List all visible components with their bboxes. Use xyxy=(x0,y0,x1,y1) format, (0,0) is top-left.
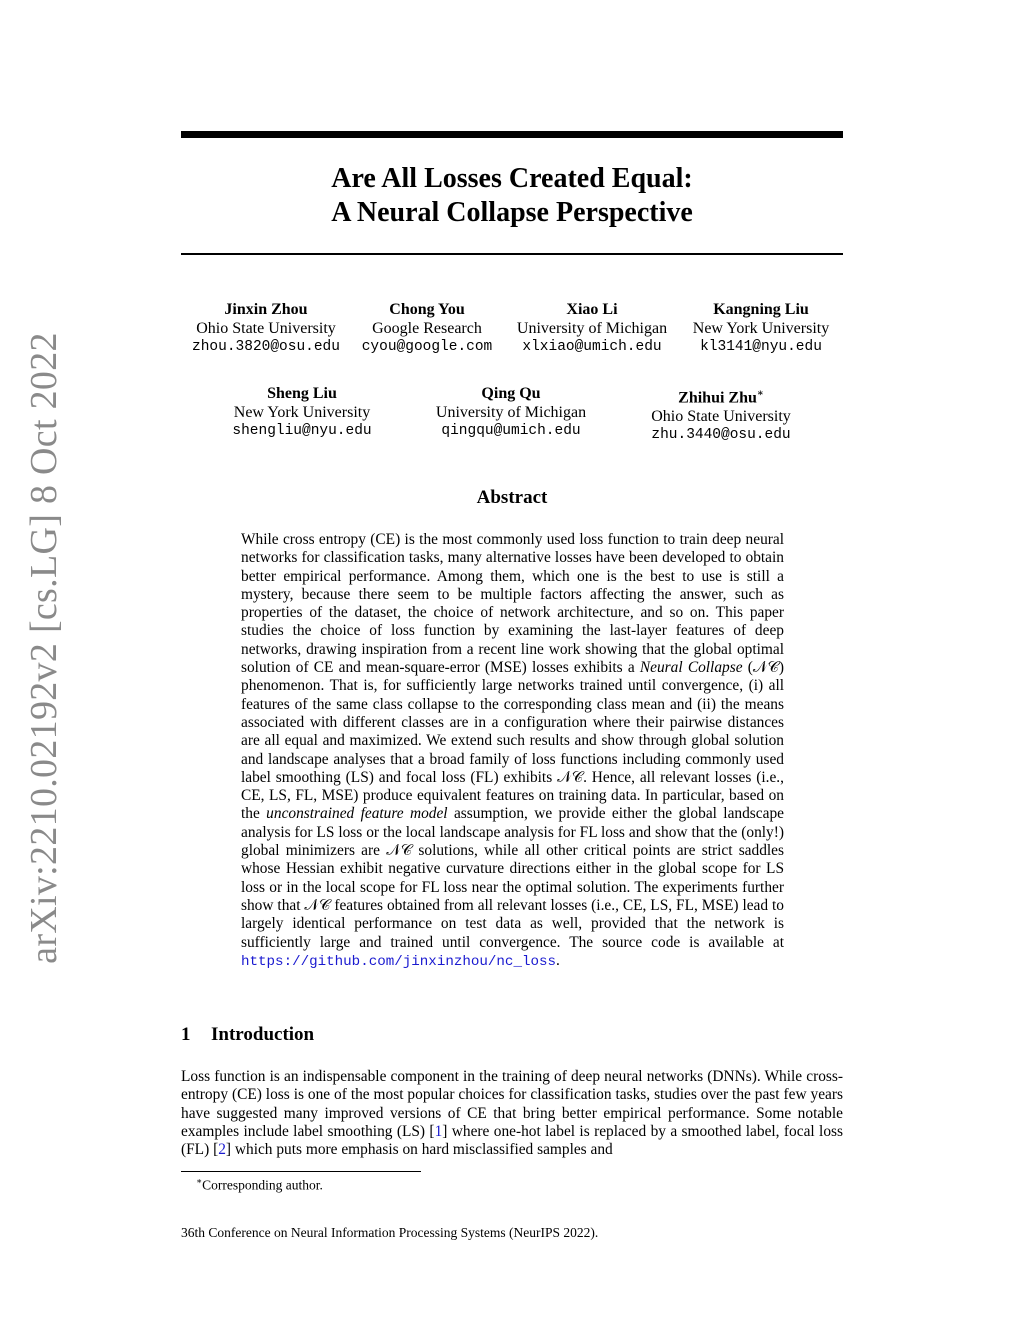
source-code-link[interactable]: https://github.com/jinxinzhou/nc_loss xyxy=(241,953,557,970)
author-block xyxy=(232,384,371,441)
author-name: Chong You xyxy=(389,301,465,318)
author-block xyxy=(436,384,586,441)
author-name: Xiao Li xyxy=(566,301,618,318)
section-title: Introduction xyxy=(211,1024,315,1045)
author-email: kl3141@nyu.edu xyxy=(700,339,822,355)
author-affiliation: Ohio State University xyxy=(196,320,336,337)
author-affiliation: New York University xyxy=(233,404,371,421)
abstract-part: . Hence, all relevant losses (i.e., CE, LS, FL, MSE) produce equivalent features on training data. In particular, based on the xyxy=(241,768,784,823)
author-name: Qing Qu xyxy=(481,385,541,402)
author-email: xlxiao@umich.edu xyxy=(522,339,662,355)
section-number: 1 xyxy=(181,1024,191,1045)
title-line-1: Are All Losses Created Equal: xyxy=(331,163,693,194)
nc-symbol: 𝒩𝒞 xyxy=(557,768,584,786)
abstract-part: assumption, we provide either the global landscape analysis for LS loss or the local landscape analysis for FL loss and show that the (only!) global minimizers are xyxy=(241,805,784,860)
author-block xyxy=(651,384,791,445)
author-email: zhou.3820@osu.edu xyxy=(192,339,340,355)
citation-link[interactable]: 1 xyxy=(434,1122,443,1140)
footnote xyxy=(196,1176,323,1194)
author-email: cyou@google.com xyxy=(361,339,493,355)
footnote-rule xyxy=(181,1171,421,1172)
title-top-rule xyxy=(181,131,843,138)
author-name: Sheng Liu xyxy=(267,385,337,402)
author-block xyxy=(693,300,829,357)
introduction-text: Loss function is an indispensable component in the training of deep neural networks (DNNs). While cross-entropy (CE) loss is one of the most popular choices for classification tasks, studies over the past few years have suggested many improved versions of CE that bring better empirical performance. Some notable examples include label smoothing (LS) [1] where one-hot label is replaced by a smoothed label, focal loss (FL) [2] which puts more emphasis on hard misclassified samples and xyxy=(181,1068,843,1159)
author-name: Kangning Liu xyxy=(713,301,809,318)
section-heading-introduction xyxy=(181,1024,314,1046)
paper-title xyxy=(181,162,843,230)
author-name-text: Zhihui Zhu xyxy=(678,389,757,407)
conference-venue: 36th Conference on Neural Information Processing Systems (NeurIPS 2022). xyxy=(181,1225,599,1240)
footnote-text: Corresponding author. xyxy=(202,1177,323,1193)
abstract-heading: Abstract xyxy=(476,487,548,508)
nc-symbol: 𝒩𝒞 xyxy=(386,842,413,860)
author-affiliation: Ohio State University xyxy=(651,408,791,426)
author-email: zhu.3440@osu.edu xyxy=(651,427,791,444)
author-block xyxy=(517,300,667,357)
intro-part: Loss function is an indispensable component in the training of deep neural networks (DNNs). While cross-entropy (CE) loss is one of the most popular choices for classification tasks, studies over the past few years have suggested many improved versions of CE that bring better empirical performance. Some notable examples include label smoothing (LS) xyxy=(181,1068,843,1140)
abstract-part: phenomenon. That is, for sufficiently large networks trained until convergence, (i) all features of the same class collapse to the corresponding class mean and (ii) the means associated with different classes are in a configuration where their pairwise distances are all equal and maximized. We extend such results and show through global solution and landscape analyses that a broad family of loss functions including commonly used label smoothing (LS) and focal loss (FL) exhibits xyxy=(241,677,784,786)
author-email: shengliu@nyu.edu xyxy=(232,423,372,439)
title-line-2: A Neural Collapse Perspective xyxy=(331,197,693,228)
author-affiliation: University of Michigan xyxy=(435,404,587,421)
intro-part: which puts more emphasis on hard misclassified samples and xyxy=(234,1141,613,1159)
author-email: qingqu@umich.edu xyxy=(441,423,581,439)
corresponding-author-mark: ∗ xyxy=(756,388,764,399)
abstract-part: solutions, while all other critical points are strict saddles whose Hessian exhibit negative curvature directions either in the global scope for LS loss or in the local scope for FL loss near the optimal solution. The experiments further show that xyxy=(241,842,785,914)
intro-part: where one-hot label is replaced by a smoothed label, focal loss (FL) xyxy=(181,1122,843,1159)
author-affiliation: University of Michigan xyxy=(516,320,668,337)
author-name xyxy=(651,384,791,407)
abstract-text: While cross entropy (CE) is the most commonly used loss function to train deep neural networks for classification tasks, many alternative losses have been developed to obtain better empirical performance. Among them, which one is the best to use is still a mystery, because there seem to be multiple factors affecting the answer, such as properties of the dataset, the choice of network architecture, and so on. This paper studies the choice of loss function by examining the last-layer features of deep networks, drawing inspiration from a recent line work showing that the global optimal solution of CE and mean-square-error (MSE) losses exhibits a Neural Collapse (𝒩𝒞) phenomenon. That is, for sufficiently large networks trained until convergence, (i) all features of the same class collapse to the corresponding class mean and (ii) the means associated with different classes are in a configuration where their pairwise distances are all equal and maximized. We extend such results and show through global solution and landscape analyses that a broad family of loss functions including commonly used label smoothing (LS) and focal loss (FL) exhibits 𝒩𝒞. Hence, all relevant losses (i.e., CE, LS, FL, MSE) produce equivalent features on training data. In particular, based on the unconstrained feature model assumption, we provide either the global landscape analysis for LS loss or the local landscape analysis for FL loss and show that the (only!) global minimizers are 𝒩𝒞 solutions, while all other critical points are strict saddles whose Hessian exhibit negative curvature directions either in the global scope for LS loss or in the local scope for FL loss near the optimal solution. The experiments further show that 𝒩𝒞 features obtained from all relevant losses (i.e., CE, LS, FL, MSE) lead to largely identical performance on test data as well, provided that the network is sufficiently large and trained until convergence. The source code is available at https://github.com/jinxinzhou/nc_loss. xyxy=(241,531,785,970)
author-name: Jinxin Zhou xyxy=(224,301,308,318)
author-block xyxy=(192,300,340,357)
nc-symbol: 𝒩𝒞 xyxy=(304,896,331,914)
abstract-part: features obtained from all relevant losses (i.e., CE, LS, FL, MSE) lead to largely identical performance on test data as well, provided that the network is sufficiently large and trained until convergence. The source code is available at xyxy=(241,896,784,951)
author-affiliation: New York University xyxy=(692,320,830,337)
title-bottom-rule xyxy=(181,253,843,255)
abstract-part: While cross entropy (CE) is the most commonly used loss function to train deep neural networks for classification tasks, many alternative losses have been developed to obtain better empirical performance. Among them, which one is the best to use is still a mystery, because there seem to be multiple factors affecting the answer, such as properties of the dataset, the choice of network architecture, and so on. This paper studies the choice of loss function by examining the last-layer features of deep networks, drawing inspiration from a recent line work showing that the global optimal solution of CE and mean-square-error (MSE) losses exhibits a xyxy=(241,531,784,677)
author-affiliation: Google Research xyxy=(372,320,482,337)
neural-collapse-term: Neural Collapse xyxy=(639,659,743,677)
author-block xyxy=(362,300,493,357)
arxiv-identifier-stamp: arXiv:2210.02192v2 [cs.LG] 8 Oct 2022 xyxy=(23,332,65,964)
nc-symbol: 𝒩𝒞 xyxy=(752,659,779,677)
citation-link[interactable]: 2 xyxy=(218,1141,226,1159)
unconstrained-feature-model-term: unconstrained feature model xyxy=(266,805,448,823)
footnote-mark: ∗ xyxy=(196,1176,203,1186)
